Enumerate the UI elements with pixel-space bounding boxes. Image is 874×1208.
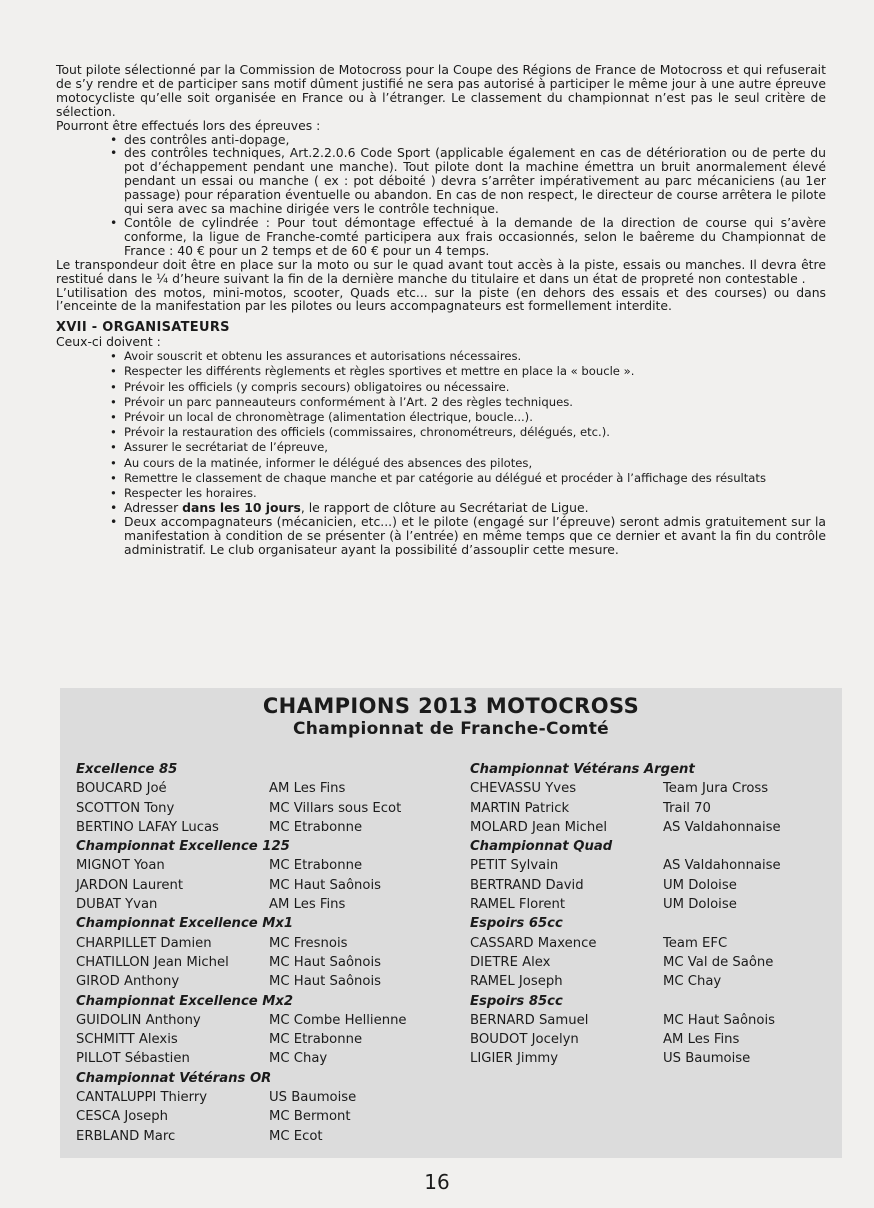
rider-name: BERTINO LAFAY Lucas (76, 819, 219, 835)
champion-row (76, 1049, 456, 1068)
section-intro: Ceux-ci doivent : (56, 334, 161, 350)
rider-name: BERNARD Samuel (470, 1012, 589, 1028)
club-name: MC Chay (663, 974, 722, 990)
champion-row (76, 895, 456, 914)
category-title: Championnat Vétérans OR (76, 1070, 272, 1086)
champion-row (76, 1011, 456, 1030)
champion-row (76, 1088, 456, 1107)
list-item: • des contrôles anti-dopage, (124, 133, 826, 147)
club-name: MC Val de Saône (663, 954, 774, 970)
adresser-deadline: dans les 10 jours (182, 500, 301, 516)
category-title: Championnat Vétérans Argent (470, 762, 695, 777)
page-number: 16 (424, 1170, 450, 1194)
rider-name: CESCA Joseph (76, 1109, 169, 1125)
rider-name: ERBLAND Marc (76, 1128, 176, 1144)
adresser-text-after: , le rapport de clôture au Secrétariat de Ligue. (300, 500, 589, 516)
champion-row (470, 934, 840, 953)
champion-row (76, 779, 456, 798)
rider-name: DIETRE Alex (470, 954, 551, 970)
category-title: Espoirs 65cc (470, 916, 563, 932)
rider-name: BOUCARD Joé (76, 781, 167, 797)
rider-name: RAMEL Joseph (470, 974, 563, 990)
rider-name: MARTIN Patrick (470, 800, 570, 816)
rider-name: GUIDOLIN Anthony (76, 1012, 201, 1028)
champion-row (76, 972, 456, 991)
champion-row (76, 856, 456, 875)
category-title: Championnat Excellence Mx1 (76, 916, 294, 932)
club-name: MC Etrabonne (269, 1032, 363, 1048)
champion-row (470, 818, 840, 837)
club-name: Team Jura Cross (663, 781, 769, 797)
champion-row (76, 1107, 456, 1126)
champion-row (470, 1011, 840, 1030)
category-title: Championnat Excellence 125 (76, 839, 290, 855)
club-name: AM Les Fins (663, 1032, 740, 1048)
intro-paragraph-checks: Pourront être effectués lors des épreuves : (56, 117, 321, 133)
rider-name: CHATILLON Jean Michel (76, 954, 229, 970)
intro-paragraph-selection: Tout pilote sélectionné par la Commission de Motocross pour la Coupe des Régions de France de Motocross et qui refuserait de s’y rendre et de participer sans motif dûment justifié ne sera pas autorisé à participer le même jour à une autre épreuve motocycliste qu’elle soit organisée en France ou à l’étranger. Le classement du championnat n’est pas le seul critère de sélection. (56, 62, 826, 119)
rider-name: GIROD Anthony (76, 974, 180, 990)
rider-name: CHEVASSU Yves (470, 781, 577, 797)
list-item: • Remettre le classement de chaque manche et par catégorie au délégué et procéder à l’affichage des résultats (124, 471, 826, 486)
adresser-text-before: Adresser (124, 500, 183, 516)
club-name: MC Haut Saônois (269, 877, 381, 893)
champion-row (470, 1049, 840, 1068)
list-item: • Au cours de la matinée, informer le délégué des absences des pilotes, (124, 456, 826, 471)
club-name: MC Ecot (269, 1128, 323, 1144)
champions-box (60, 688, 842, 1158)
club-name: MC Combe Hellienne (269, 1012, 407, 1028)
checks-list (56, 133, 826, 258)
list-item: • Contôle de cylindrée : Pour tout démontage effectué à la demande de la direction de course qui s’avère conforme, la ligue de Franche-comté participera aux frais occasionnés, selon le baêreme du Championnat de France : 40 € pour un 2 temps et de 60 € pour un 4 temps. (124, 216, 826, 258)
club-name: Trail 70 (663, 800, 711, 816)
club-name: AS Valdahonnaise (663, 858, 781, 874)
club-name: MC Haut Saônois (663, 1012, 775, 1028)
list-item: • Prévoir les officiels (y compris secours) obligatoires ou nécessaire. (124, 380, 826, 395)
club-name: MC Chay (269, 1051, 328, 1067)
club-name: US Baumoise (269, 1090, 357, 1106)
champion-row (470, 895, 840, 914)
list-item: • Avoir souscrit et obtenu les assurances et autorisations nécessaires. (124, 349, 826, 364)
club-name: MC Haut Saônois (269, 974, 381, 990)
list-item-adresser (124, 501, 826, 515)
champion-row (470, 972, 840, 991)
category-title: Excellence 85 (76, 762, 178, 777)
club-name: US Baumoise (663, 1051, 751, 1067)
section-title-organisateurs: XVII - ORGANISATEURS (56, 320, 230, 336)
club-name: MC Fresnois (269, 935, 348, 951)
rider-name: CHARPILLET Damien (76, 935, 212, 951)
club-name: AM Les Fins (269, 897, 346, 913)
list-item: • Assurer le secrétariat de l’épreuve, (124, 440, 826, 455)
list-item: • Respecter les horaires. (124, 486, 826, 501)
rider-name: CASSARD Maxence (470, 935, 597, 951)
rider-name: DUBAT Yvan (76, 897, 158, 913)
rider-name: JARDON Laurent (76, 877, 183, 893)
list-item: • Deux accompagnateurs (mécanicien, etc...) et le pilote (engagé sur l’épreuve) seront admis gratuitement sur la manifestation à condition de se présenter (à l’entrée) en même temps que ce dernier et avant la fin du contrôle administratif. Le club organisateur ayant la possibilité d’assouplir cette mesure. (124, 515, 826, 557)
club-name: MC Bermont (269, 1109, 351, 1125)
champion-row (76, 953, 456, 972)
champion-row (76, 934, 456, 953)
champion-row (470, 856, 840, 875)
champions-subtitle: Championnat de Franche-Comté (293, 719, 609, 739)
rider-name: MIGNOT Yoan (76, 858, 165, 874)
rider-name: SCOTTON Tony (76, 800, 175, 816)
champions-title: CHAMPIONS 2013 MOTOCROSS (262, 694, 640, 718)
rider-name: MOLARD Jean Michel (470, 819, 608, 835)
club-name: MC Villars sous Ecot (269, 800, 402, 816)
champion-row (470, 876, 840, 895)
list-item: • Respecter les différents règlements et règles sportives et mettre en place la « boucle ». (124, 364, 826, 379)
category-title: Championnat Excellence Mx2 (76, 993, 294, 1009)
champion-row (76, 1127, 456, 1146)
club-name: Team EFC (663, 935, 728, 951)
champion-row (76, 818, 456, 837)
champion-row (76, 876, 456, 895)
rider-name: BOUDOT Jocelyn (470, 1032, 579, 1048)
champions-right-column (470, 760, 840, 1069)
list-item: • des contrôles techniques, Art.2.2.0.6 Code Sport (applicable également en cas de détérioration ou de perte du pot d’échappement pendant une manche). Tout pilote dont la machine émettra un bruit anormalement élevé pendant un essai ou manche ( ex : pot déboité ) devra s’arrêter impérativement au parc mécaniciens (au 1er passage) pour réparation éventuelle ou abandon. En cas de non respect, le directeur de course arrêtera le pilote qui sera avec sa machine dirigée vers le contrôle technique. (124, 146, 826, 216)
club-name: MC Etrabonne (269, 819, 363, 835)
club-name: UM Doloise (663, 897, 737, 913)
list-item: • Prévoir un local de chronomètrage (alimentation électrique, boucle...). (124, 410, 826, 425)
club-name: MC Etrabonne (269, 858, 363, 874)
rider-name: PILLOT Sébastien (76, 1051, 190, 1067)
rider-name: RAMEL Florent (470, 897, 565, 913)
category-title: Championnat Quad (470, 839, 613, 855)
club-name: AS Valdahonnaise (663, 819, 781, 835)
rider-name: BERTRAND David (470, 877, 584, 893)
regulation-text (56, 63, 826, 557)
vehicle-usage-paragraph: L’utilisation des motos, mini-motos, scooter, Quads etc... sur la piste (en dehors des essais et des courses) ou dans l’enceinte de la manifestation par les pilotes ou leurs accompagnateurs est formellement interdite. (56, 284, 826, 314)
champion-row (76, 799, 456, 818)
rider-name: SCHMITT Alexis (76, 1032, 178, 1048)
champion-row (470, 799, 840, 818)
category-title: Espoirs 85cc (470, 993, 563, 1009)
transponder-paragraph: Le transpondeur doit être en place sur la moto ou sur le quad avant tout accès à la piste, essais ou manches. Il devra être restitué dans le ¼ d’heure suivant la fin de la dernière manche du titulaire et dans un état de propreté non contestable . (56, 256, 826, 286)
list-item: • Prévoir la restauration des officiels (commissaires, chronométreurs, délégués, etc.). (124, 425, 826, 440)
rider-name: PETIT Sylvain (470, 858, 559, 874)
champion-row (470, 779, 840, 798)
champion-row (470, 1030, 840, 1049)
club-name: MC Haut Saônois (269, 954, 381, 970)
rider-name: CANTALUPPI Thierry (76, 1090, 208, 1106)
organisateurs-list (56, 349, 826, 557)
champion-row (76, 1030, 456, 1049)
champion-row (470, 953, 840, 972)
club-name: UM Doloise (663, 877, 737, 893)
list-item: • Prévoir un parc panneauteurs conformément à l’Art. 2 des règles techniques. (124, 395, 826, 410)
champions-left-column (76, 760, 456, 1146)
rider-name: LIGIER Jimmy (470, 1051, 559, 1067)
club-name: AM Les Fins (269, 781, 346, 797)
